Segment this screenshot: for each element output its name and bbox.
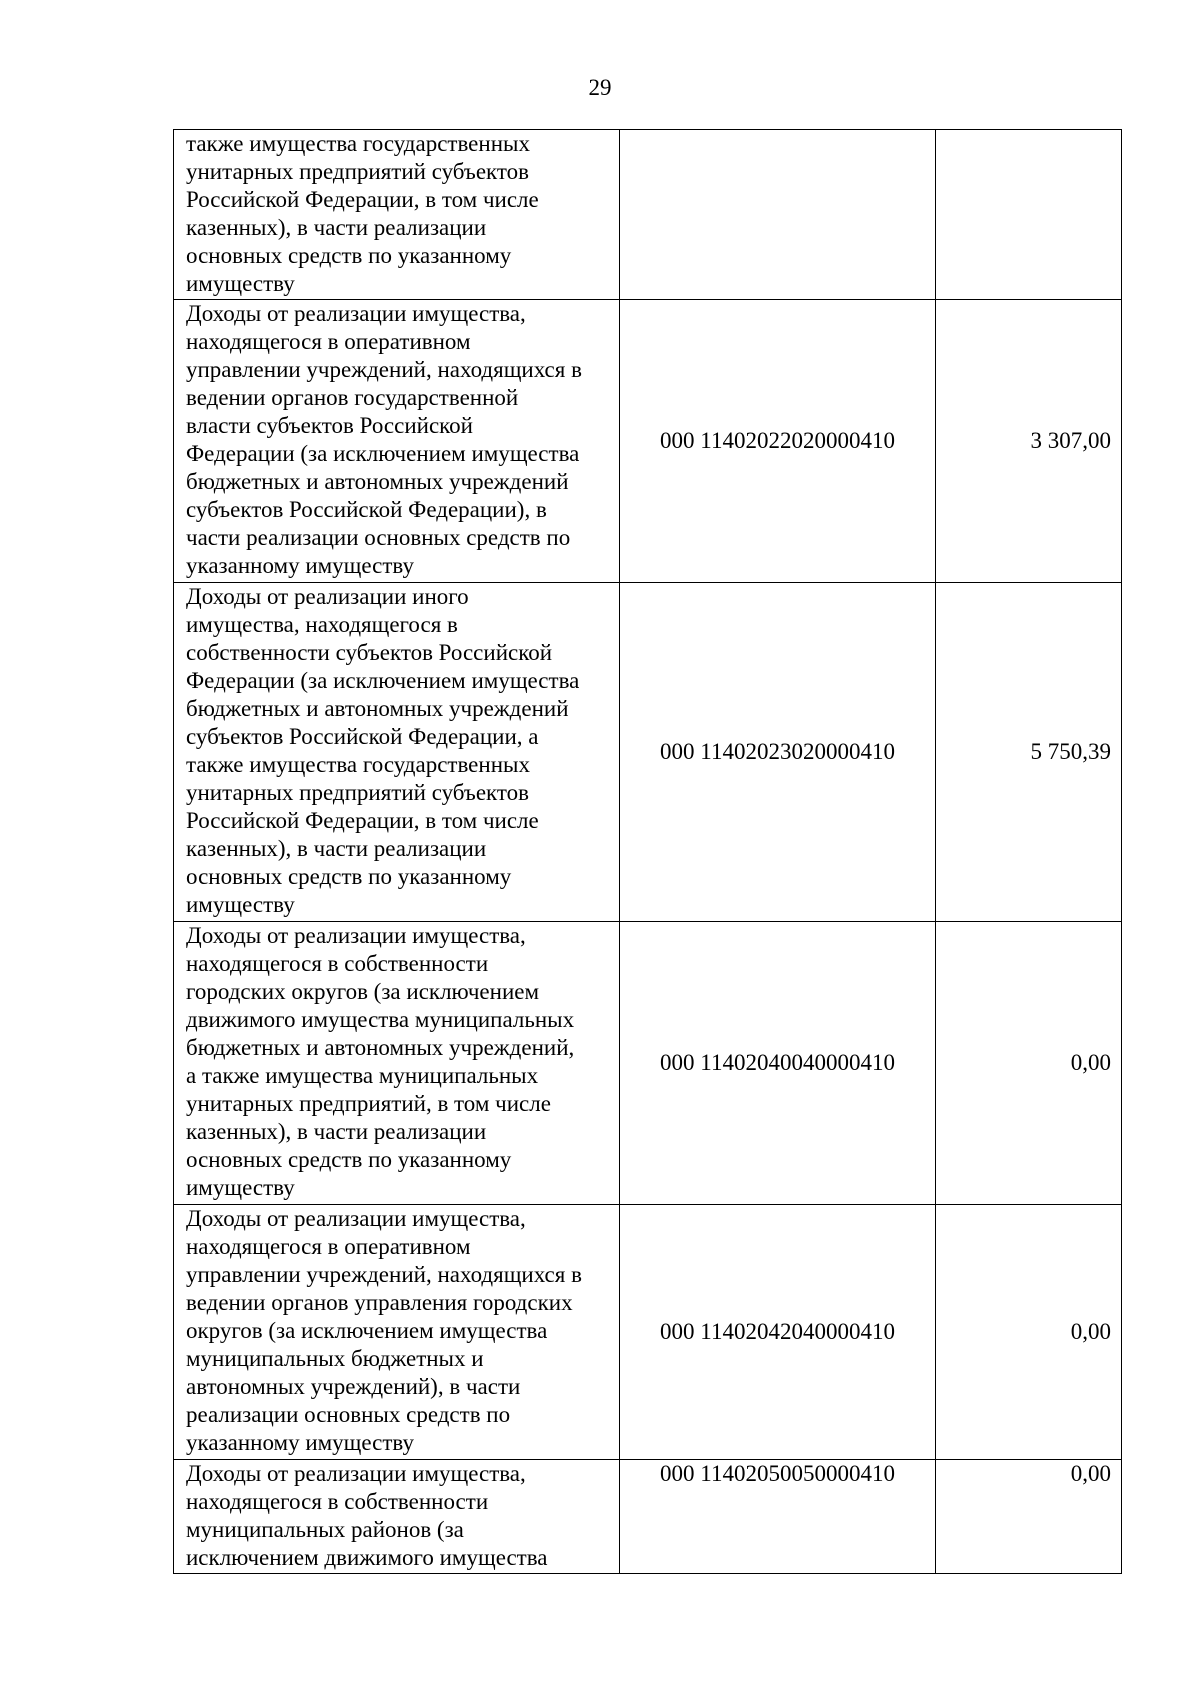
revenue-name-cell: также имущества государственных унитарных предприятий субъектов Российской Федерации, в том числе казенных), в части реализации основных средств по указанному имуществу (174, 130, 620, 300)
revenue-name-cell: Доходы от реализации иного имущества, находящегося в собственности субъектов Российской Федерации (за исключением имущества бюджетных и автономных учреждений субъектов Российской Федерации, а также имущества государственных унитарных предприятий субъектов Российской Федерации, в том числе казенных), в части реализации основных средств по указанному имуществу (174, 583, 620, 922)
budget-code-cell: 000 11402023020000410 (620, 583, 936, 922)
revenue-table (173, 129, 1122, 1574)
revenue-name-cell: Доходы от реализации имущества, находящегося в оперативном управлении учреждений, находящихся в ведении органов управления городских округов (за исключением имущества муниципальных бюджетных и автономных учреждений), в части реализации основных средств по указанному имуществу (174, 1205, 620, 1460)
budget-code-cell: 000 11402042040000410 (620, 1205, 936, 1460)
table-row (174, 583, 1122, 922)
table-row (174, 1205, 1122, 1460)
amount-cell: 0,00 (936, 1205, 1122, 1460)
amount-cell: 5 750,39 (936, 583, 1122, 922)
budget-code-cell: 000 11402040040000410 (620, 922, 936, 1205)
table-row (174, 130, 1122, 300)
amount-cell: 3 307,00 (936, 300, 1122, 583)
table-row (174, 300, 1122, 583)
budget-code-cell: 000 11402050050000410 (620, 1460, 936, 1574)
budget-code-cell: 000 11402022020000410 (620, 300, 936, 583)
table-row (174, 922, 1122, 1205)
budget-code-cell (620, 130, 936, 300)
amount-cell: 0,00 (936, 1460, 1122, 1574)
revenue-name-cell: Доходы от реализации имущества, находящегося в собственности городских округов (за исключением движимого имущества муниципальных бюджетных и автономных учреждений, а также имущества муниципальных унитарных предприятий, в том числе казенных), в части реализации основных средств по указанному имуществу (174, 922, 620, 1205)
page-number: 29 (588, 75, 612, 100)
revenue-name-cell: Доходы от реализации имущества, находящегося в собственности муниципальных районов (за исключением движимого имущества (174, 1460, 620, 1574)
revenue-name-cell: Доходы от реализации имущества, находящегося в оперативном управлении учреждений, находящихся в ведении органов государственной власти субъектов Российской Федерации (за исключением имущества бюджетных и автономных учреждений субъектов Российской Федерации), в части реализации основных средств по указанному имуществу (174, 300, 620, 583)
table-row (174, 1460, 1122, 1574)
amount-cell: 0,00 (936, 922, 1122, 1205)
amount-cell (936, 130, 1122, 300)
